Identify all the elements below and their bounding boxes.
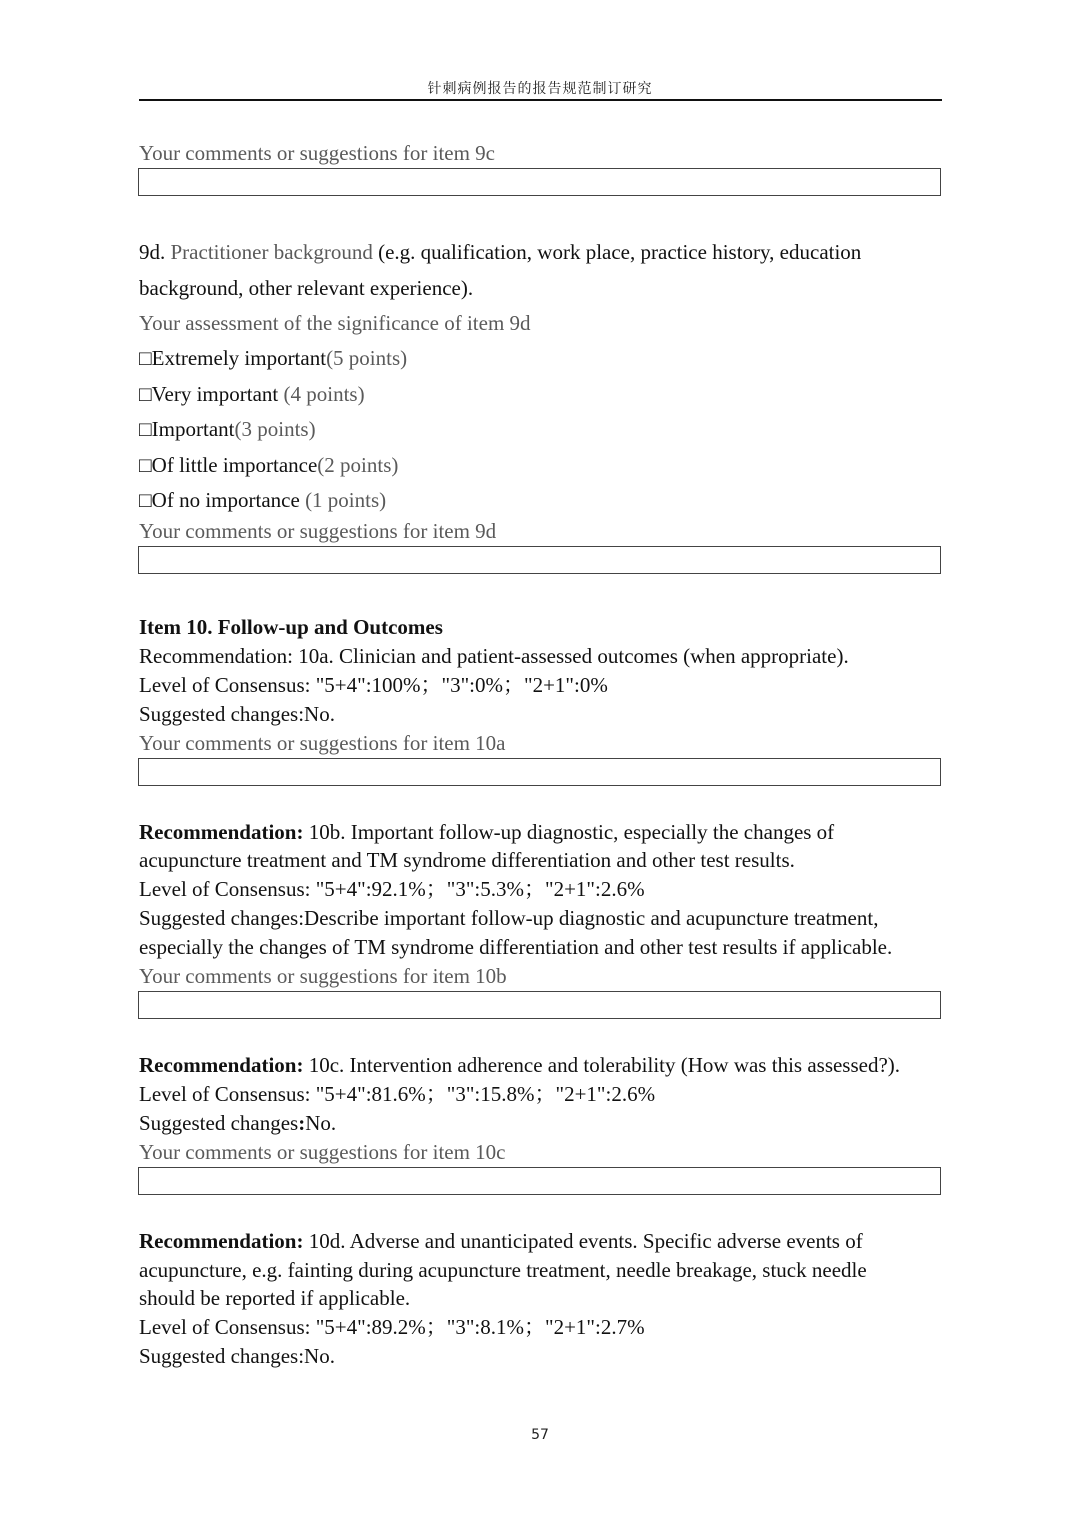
- recommendation-10a: Recommendation: 10a. Clinician and patient-assessed outcomes (when appropriate).: [139, 644, 849, 668]
- option-no-importance[interactable]: [139, 487, 386, 513]
- comments-input-10a[interactable]: [138, 758, 941, 786]
- assessment-label-9d: Your assessment of the significance of item 9d: [139, 311, 531, 335]
- comments-input-10b[interactable]: [138, 991, 941, 1019]
- option-label: □Of no importance: [139, 488, 306, 512]
- item-number: 9d.: [139, 240, 166, 264]
- option-label: □Extremely important: [139, 346, 327, 370]
- recommendation-10d: [139, 1228, 863, 1254]
- comments-input-9c[interactable]: [138, 168, 941, 196]
- consensus-10d: Level of Consensus: "5+4":89.2%；"3":8.1%；"2+1":2.7%: [139, 1315, 645, 1339]
- changes-10a: Suggested changes:No.: [139, 702, 335, 726]
- option-little-importance[interactable]: [139, 452, 398, 478]
- option-points: (4 points): [283, 382, 365, 406]
- comments-label-9c: Your comments or suggestions for item 9c: [139, 141, 496, 165]
- rec-label: Recommendation:: [139, 820, 304, 844]
- item-10-heading: Item 10. Follow-up and Outcomes: [139, 615, 443, 639]
- rec-text: 10c. Intervention adherence and tolerability (How was this assessed?).: [303, 1053, 901, 1077]
- comments-label-10a: Your comments or suggestions for item 10a: [139, 731, 506, 755]
- option-label: □Very important: [139, 382, 284, 406]
- item-desc: (e.g. qualification, work place, practice history, education: [372, 240, 862, 264]
- comments-label-10b: Your comments or suggestions for item 10b: [139, 964, 507, 988]
- option-points: (2 points): [317, 453, 399, 477]
- item-9d-desc-2: background, other relevant experience).: [139, 276, 474, 300]
- changes-10d: Suggested changes:No.: [139, 1344, 335, 1368]
- recommendation-10d-2: acupuncture, e.g. fainting during acupuncture treatment, needle breakage, stuck needle: [139, 1258, 867, 1282]
- changes-value: No.: [305, 1111, 337, 1135]
- rec-text: 10b. Important follow-up diagnostic, especially the changes of: [303, 820, 835, 844]
- option-label: □Important: [139, 417, 235, 441]
- option-points: (5 points): [326, 346, 408, 370]
- recommendation-10b: [139, 819, 834, 845]
- rec-label: Recommendation:: [139, 1053, 304, 1077]
- option-points: (1 points): [305, 488, 387, 512]
- page-number: 57: [531, 1427, 549, 1443]
- comments-input-10c[interactable]: [138, 1167, 941, 1195]
- rec-text: 10d. Adverse and unanticipated events. Specific adverse events of: [303, 1229, 863, 1253]
- option-label: □Of little importance: [139, 453, 318, 477]
- changes-label: Suggested changes: [139, 1111, 299, 1135]
- recommendation-10c: [139, 1052, 900, 1078]
- header-rule: [139, 99, 942, 101]
- changes-colon: :: [298, 1111, 306, 1135]
- comments-input-9d[interactable]: [138, 546, 941, 574]
- consensus-10b: Level of Consensus: "5+4":92.1%；"3":5.3%；"2+1":2.6%: [139, 877, 645, 901]
- changes-10b-2: especially the changes of TM syndrome differentiation and other test results if applicable.: [139, 935, 893, 959]
- comments-label-9d: Your comments or suggestions for item 9d: [139, 519, 497, 543]
- item-name: Practitioner background: [170, 240, 373, 264]
- recommendation-10d-3: should be reported if applicable.: [139, 1286, 411, 1310]
- consensus-10c: Level of Consensus: "5+4":81.6%；"3":15.8%；"2+1":2.6%: [139, 1082, 656, 1106]
- comments-label-10c: Your comments or suggestions for item 10c: [139, 1140, 506, 1164]
- changes-10b: Suggested changes:Describe important follow-up diagnostic and acupuncture treatment,: [139, 906, 879, 930]
- option-important[interactable]: [139, 416, 316, 442]
- option-very-important[interactable]: [139, 381, 365, 407]
- item-9d-title: [139, 239, 861, 265]
- running-header: 针刺病例报告的报告规范制订研究: [427, 81, 653, 97]
- option-extremely-important[interactable]: [139, 345, 407, 371]
- rec-label: Recommendation:: [139, 1229, 304, 1253]
- recommendation-10b-2: acupuncture treatment and TM syndrome differentiation and other test results.: [139, 848, 795, 872]
- consensus-10a: Level of Consensus: "5+4":100%；"3":0%；"2+1":0%: [139, 673, 608, 697]
- changes-10c: [139, 1110, 336, 1136]
- option-points: (3 points): [234, 417, 316, 441]
